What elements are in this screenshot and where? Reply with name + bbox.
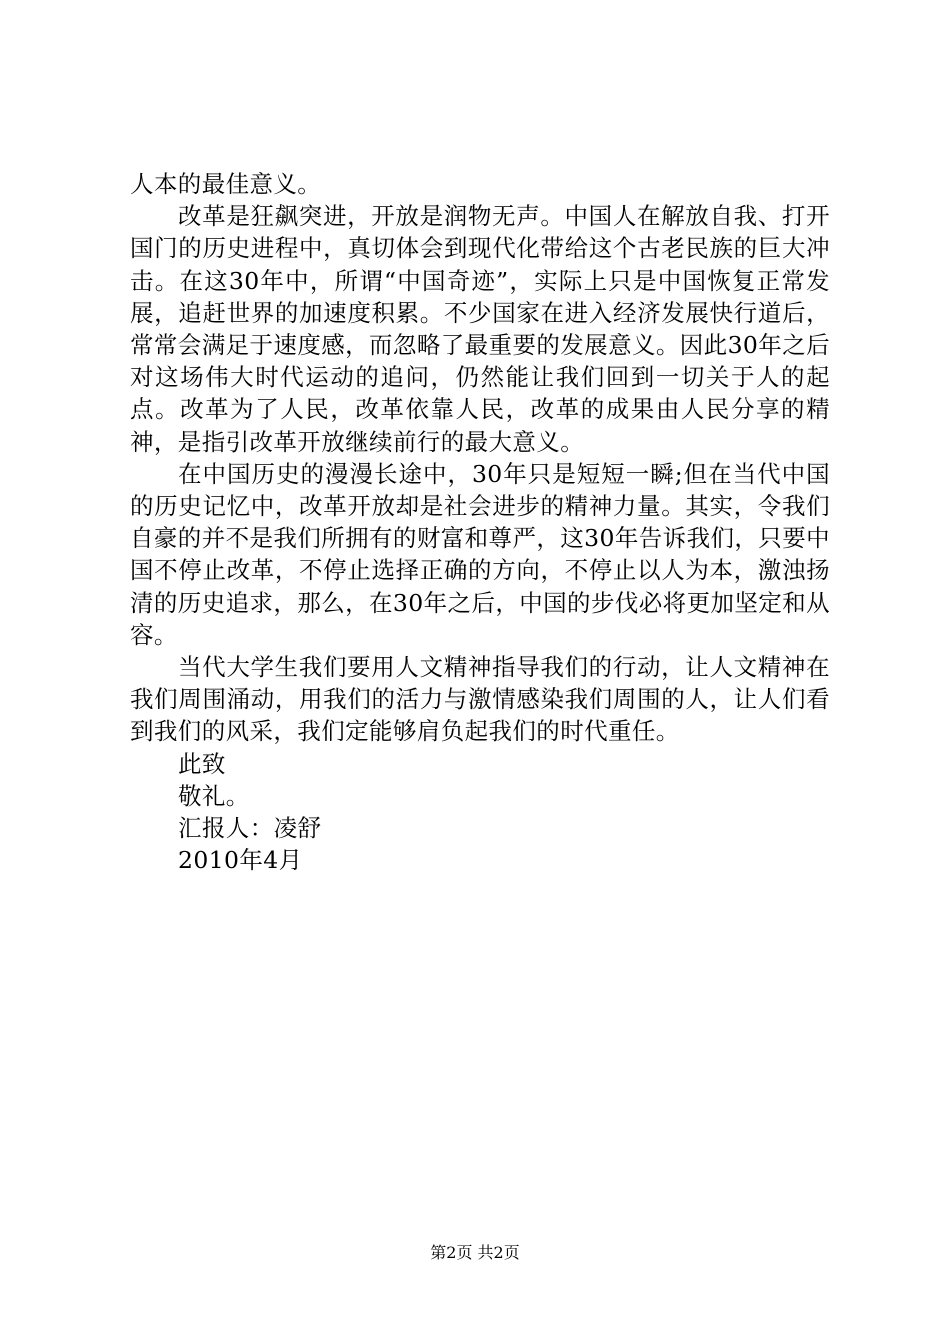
paragraph-2: 改革是狂飙突进，开放是润物无声。中国人在解放自我、打开国门的历史进程中，真切体会到现代化带给这个古老民族的巨大冲击。在这30年中，所谓“中国奇迹”，实际上只是中国恢复正常发展，追赶世界的加速度积累。不少国家在进入经济发展快行道后，常常会满足于速度感，而忽略了最重要的发展意义。因此30年之后对这场伟大时代运动的追问，仍然能让我们回到一切关于人的起点。改革为了人民，改革依靠人民，改革的成果由人民分享的精神，是指引改革开放继续前行的最大意义。: [130, 202, 830, 456]
paragraph-1: 人本的最佳意义。: [130, 170, 322, 198]
document-body: [130, 168, 830, 876]
paragraph-4: 当代大学生我们要用人文精神指导我们的行动，让人文精神在我们周围涌动，用我们的活力与激情感染我们周围的人，让人们看到我们的风采，我们定能够肩负起我们的时代重任。: [130, 653, 830, 746]
reporter-signature: 汇报人：凌舒: [178, 814, 322, 843]
closing-regards: 敬礼。: [178, 781, 250, 810]
page-number-footer: 第2页 共2页: [430, 1243, 520, 1262]
closing-salutation: 此致: [178, 749, 226, 778]
report-date: 2010年4月: [178, 846, 303, 875]
paragraph-3: 在中国历史的漫漫长途中，30年只是短短一瞬;但在当代中国的历史记忆中，改革开放却是社会进步的精神力量。其实，令我们自豪的并不是我们所拥有的财富和尊严，这30年告诉我们，只要中国不停止改革，不停止选择正确的方向，不停止以人为本，激浊扬清的历史追求，那么，在30年之后，中国的步伐必将更加坚定和从容。: [130, 459, 830, 649]
